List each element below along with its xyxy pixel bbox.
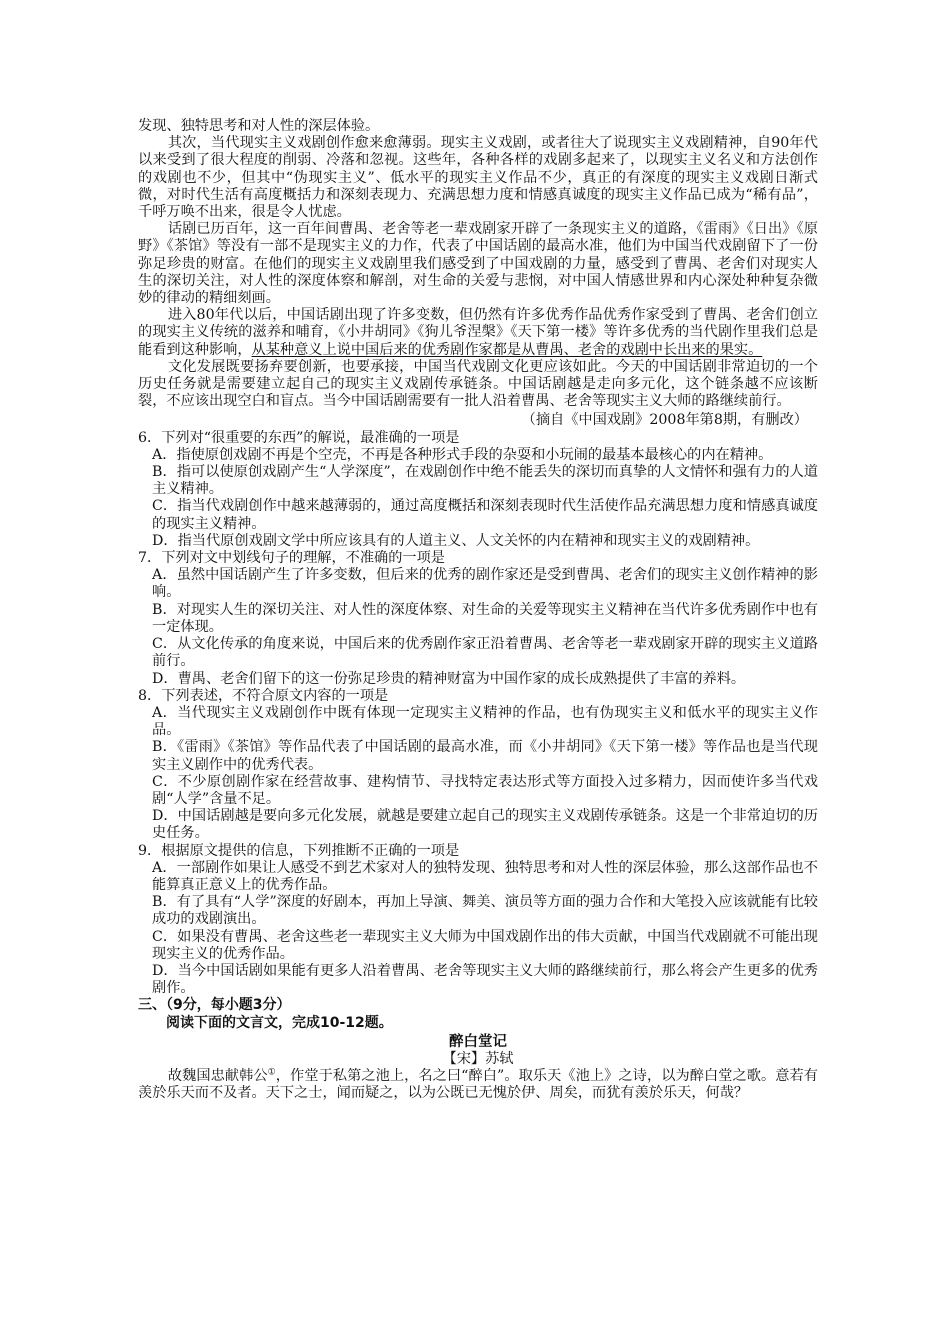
question-stem: 9．根据原文提供的信息，下列推断不正确的一项是 (138, 842, 460, 859)
question-stem: 6．下列对“很重要的东西”的解说，最准确的一项是 (138, 429, 460, 446)
classical-text: 故魏国忠献韩公 (167, 1068, 268, 1085)
reading-passage (138, 118, 818, 430)
option-c: C．不少原创剧作家在经营故事、建构情节、寻找特定表达形式等方面投入过多精力，因而使许多当代戏剧“人学”含量不足。 (152, 773, 818, 807)
option-c: C．从文化传承的角度来说，中国后来的优秀剧作家正沿着曹禺、老舍等老一辈戏剧家开辟的现实主义道路前行。 (152, 636, 818, 670)
option-d: D．中国话剧越是要向多元化发展，就越是要建立起自己的现实主义戏剧传承链条。这是一个非常迫切的历史任务。 (152, 808, 818, 842)
question-7 (138, 550, 818, 688)
option-d: D．当今中国话剧如果能有更多人沿着曹禺、老舍等现实主义大师的路继续前行，那么将会产生更多的优秀剧作。 (152, 962, 818, 997)
passage-paragraph (138, 307, 818, 359)
exam-page (138, 118, 818, 1103)
passage-text: 进入80年代以后，中国话剧出现了许多变数，但仍然有许多优秀作品优秀作家受到了曹禺、老舍们创立的现实主义传统的滋养和哺育，《小井胡同》《狗儿爷涅槃》《天下第一楼》等许多优秀的当代剧作里我们总是能看到这种影响， (138, 307, 818, 358)
option-b: B．指可以使原创戏剧产生“人学深度”，在戏剧创作中绝不能丢失的深切而真挚的人文情怀和强有力的人道主义精神。 (152, 464, 818, 498)
option-a: A．一部剧作如果让人感受不到艺术家对人的独特发现、独特思考和对人性的深层体验，那么这部作品也不能算真正意义上的优秀作品。 (152, 859, 818, 893)
section-instruction: 阅读下面的文言文，完成10-12题。 (166, 1014, 393, 1031)
option-b: B．有了具有“人学”深度的好剧本，再加上导演、舞美、演员等方面的强力合作和大笔投入应该就能有比较成功的戏剧演出。 (152, 894, 818, 928)
option-c: C．如果没有曹禺、老舍这些老一辈现实主义大师为中国戏剧作出的伟大贡献，中国当代戏剧就不可能出现现实主义的优秀作品。 (152, 928, 818, 962)
option-d: D．指当代原创戏剧文学中所应该具有的人道主义、人文关怀的内在精神和现实主义的戏剧精神。 (152, 532, 760, 549)
option-a: A．虽然中国话剧产生了许多变数，但后来的优秀的剧作家还是受到曹禺、老舍们的现实主义创作精神的影响。 (152, 567, 818, 601)
passage-paragraph: 其次，当代现实主义戏剧创作愈来愈薄弱。现实主义戏剧，或者往大了说现实主义戏剧精神，自90年代以来受到了很大程度的削弱、冷落和忽视。这些年，各种各样的戏剧多起来了，以现实主义名义和方法创作的戏剧也不少，但其中“伪现实主义”、低水平的现实主义作品不少，真正的有深度的现实主义戏剧日渐式微，对时代生活有高度概括力和深刻表现力、充满思想力度和情感真诚度的现实主义作品已成为“稀有品”，千呼万唤不出来，很是令人忧虑。 (138, 135, 818, 221)
option-c: C．指当代戏剧创作中越来越薄弱的，通过高度概括和深刻表现时代生活使作品充满思想力度和情感真诚度的现实主义精神。 (152, 498, 818, 532)
footnote-marker: ① (267, 1067, 276, 1078)
source-citation: （摘自《中国戏剧》2008年第8期，有删改） (521, 412, 808, 429)
question-8 (138, 688, 818, 843)
classical-text-author: 【宋】苏轼 (442, 1050, 514, 1067)
passage-paragraph: 发现、独特思考和对人性的深层体验。 (138, 118, 380, 134)
section-3 (138, 997, 818, 1102)
underlined-sentence: 从某种意义上说中国后来的优秀剧作家都是从曹禺、老舍的戏剧中长出来的果实。 (251, 341, 763, 358)
option-a: A．指使原创戏剧不再是个空壳，不再是各种形式手段的杂耍和小玩闹的最基本最核心的内在精神。 (152, 446, 773, 463)
question-stem: 7．下列对文中划线句子的理解，不准确的一项是 (138, 550, 445, 567)
option-b: B．对现实人生的深切关注、对人性的深度体察、对生命的关爱等现实主义精神在当代许多优秀剧作中也有一定体现。 (152, 601, 818, 635)
passage-paragraph: 话剧已历百年，这一百年间曹禺、老舍等老一辈戏剧家开辟了一条现实主义的道路，《雷雨》《日出》《原野》《茶馆》等没有一部不是现实主义的力作，代表了中国话剧的最高水准，他们为中国当代戏剧留下了一份弥足珍贵的财富。在他们的现实主义戏剧里我们感受到了中国戏剧的力量，感受到了曹禺、老舍们对现实人生的深切关注，对人性的深度体察和解剖，对生命的关爱与悲悯，对中国人情感世界和内心深处种种复杂微妙的律动的精细刻画。 (138, 221, 818, 307)
option-b: B．《雷雨》《茶馆》等作品代表了中国话剧的最高水准，而《小井胡同》《天下第一楼》等作品也是当代现实主义剧作中的优秀代表。 (152, 739, 818, 773)
question-9 (138, 843, 818, 998)
option-a: A．当代现实主义戏剧创作中既有体现一定现实主义精神的作品，也有伪现实主义和低水平的现实主义作品。 (152, 704, 818, 739)
section-heading: 三、（9分，每小题3分） (138, 997, 291, 1014)
classical-text: ，作堂于私第之池上，名之曰“醉白”。取乐天《池上》之诗，以为醉白堂之歌。意若有羡於乐天而不及者。天下之士，闻而疑之，以为公既已无愧於伊、周矣，而犹有羡於乐天，何哉？ (138, 1068, 818, 1102)
question-6 (138, 430, 818, 550)
classical-text-paragraph (138, 1068, 818, 1102)
passage-paragraph: 文化发展既要扬弃要创新，也要承接，中国当代戏剧文化更应该如此。今天的中国话剧非常迫切的一个历史任务就是需要建立起自己的现实主义戏剧传承链条。中国话剧越是走向多元化，这个链条越不应该断裂，不应该出现空白和盲点。当今中国话剧需要有一批人沿着曹禺、老舍等现实主义大师的路继续前行。 (138, 358, 818, 410)
question-stem: 8．下列表述，不符合原文内容的一项是 (138, 687, 389, 704)
option-d: D．曹禺、老舍们留下的这一份弥足珍贵的精神财富为中国作家的成长成熟提供了丰富的养料。 (152, 670, 746, 687)
classical-text-title: 醉白堂记 (449, 1033, 507, 1050)
